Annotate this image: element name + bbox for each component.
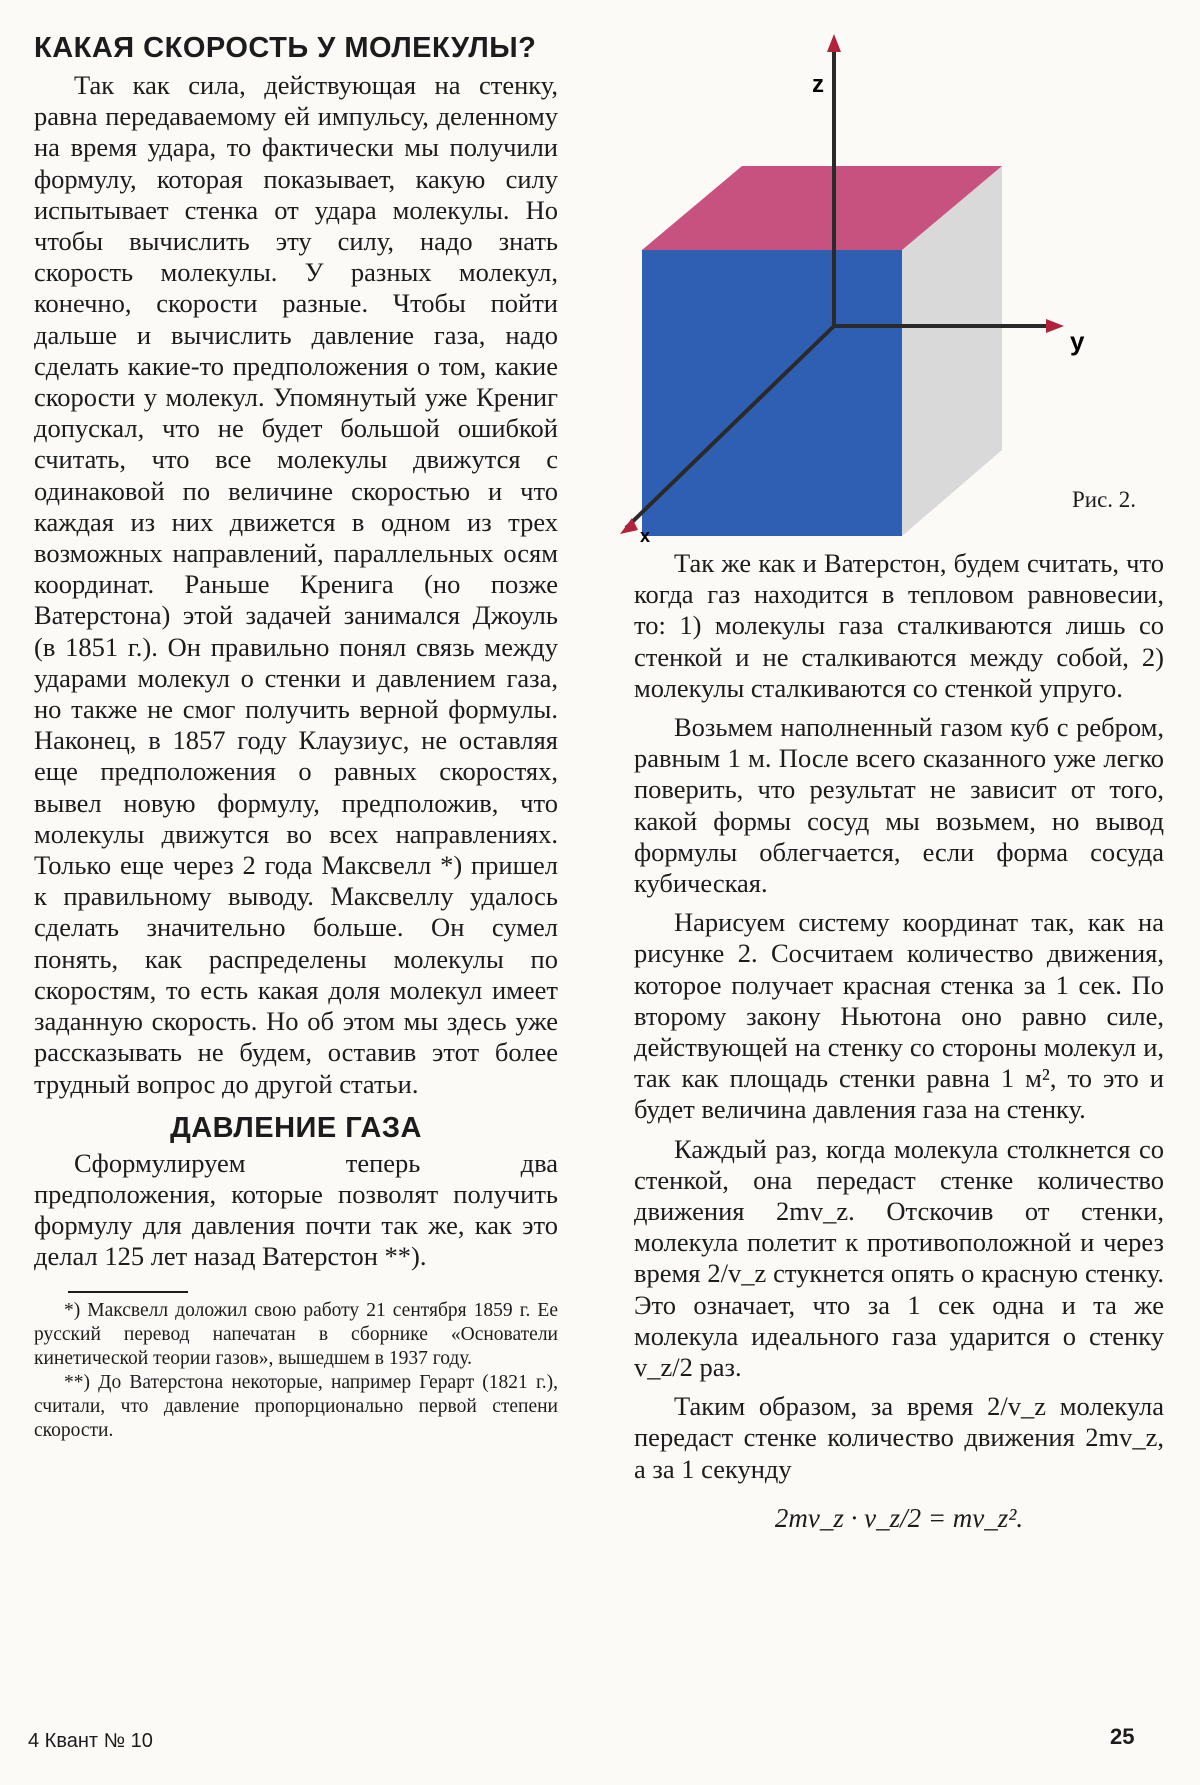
footnote-1: *) Максвелл доложил свою работу 21 сентября 1859 г. Ее русский перевод напечатан в сборнике «Основатели кинетической теории газов», вышедшем в 1937 году. bbox=[34, 1299, 558, 1369]
body-paragraph: Так же как и Ватерстон, будем считать, что когда газ находится в тепловом равновесии, то: 1) молекулы газа сталкиваются лишь со стенкой и не сталкиваются между собой, 2) молекулы сталкиваются со стенкой упруго. bbox=[634, 548, 1164, 703]
footnote-rule bbox=[68, 1291, 188, 1293]
section-heading: КАКАЯ СКОРОСТЬ У МОЛЕКУЛЫ? bbox=[34, 32, 537, 64]
left-column bbox=[34, 30, 558, 1443]
axis-y-arrow bbox=[1046, 319, 1064, 333]
axis-y-label: y bbox=[1070, 326, 1085, 356]
body-paragraph: Так как сила, действующая на стенку, равна передаваемому ей импульсу, деленному на время удара, то фактически мы получили формулу, которая показывает, какую силу испытывает стенка от удара молекулы. Но чтобы вычислить эту силу, надо знать скорость молекулы. У разных молекул, конечно, скорости разные. Чтобы пойти дальше и вычислить давление газа, надо сделать какие-то предположения о том, какие скорости у молекул. Упомянутый уже Крениг допускал, что не будет большой ошибкой считать, что все молекулы движутся с одинаковой по величине скоростью и что каждая из них движется в одном из трех возможных направлений, параллельных осям координат. Раньше Кренига (но позже Ватерстона) этой задачей занимался Джоуль (в 1851 г.). Он правильно понял связь между ударами молекул о стенки и давлением газа, но также не смог получить верной формулы. Наконец, в 1857 году Клаузиус, не оставляя еще предположения о равных скоростях, вывел новую формулу, предположив, что молекулы движутся во всех направлениях. Только еще через 2 года Максвелл *) пришел к правильному выводу. Максвеллу удалось сделать значительно больше. Он сумел понять, как распределены молекулы по скоростям, то есть какая доля молекул имеет заданную скорость. Но об этом мы здесь уже рассказывать не будем, оставив этот более трудный вопрос до другой статьи. bbox=[34, 70, 558, 1099]
cube-front-face bbox=[642, 250, 902, 536]
body-paragraph: Нарисуем систему координат так, как на рисунке 2. Сосчитаем количество движения, которое получает красная стенка за 1 сек. По второму закону Ньютона оно равно силе, действующей на стенку со стороны молекул и, так как площадь стенки равна 1 м², то это и будет величина давления газа на стенку. bbox=[634, 907, 1164, 1125]
section-subheading: ДАВЛЕНИЕ ГАЗА bbox=[170, 1111, 422, 1144]
cube-diagram bbox=[612, 30, 1172, 550]
body-paragraph: Сформулируем теперь два предположения, которые позволят получить формулу для давления почти так же, как это делал 125 лет назад Ватерстон **). bbox=[34, 1147, 558, 1272]
body-paragraph: Каждый раз, когда молекула столкнется со стенкой, она передаст стенке количество движения 2mv_z. Отскочив от стенки, молекула полетит к противоположной и через время 2/v_z стукнется опять о красную стенку. Это означает, что за 1 сек одна и та же молекула идеального газа ударится о стенку v_z/2 раз. bbox=[634, 1133, 1164, 1383]
axis-z-arrow bbox=[827, 34, 841, 52]
folio-journal: 4 Квант № 10 bbox=[28, 1730, 153, 1752]
body-paragraph: Возьмем наполненный газом куб с ребром, равным 1 м. После всего сказанного уже легко поверить, что результат не зависит от того, какой формы сосуд мы возьмем, но вывод формулы облегчается, если форма сосуда кубическая. bbox=[634, 712, 1164, 899]
page-number: 25 bbox=[1110, 1724, 1135, 1749]
right-column bbox=[634, 548, 1164, 1534]
figure-cube bbox=[612, 30, 1172, 550]
axis-x-label: x bbox=[640, 526, 651, 546]
footnote-2: **) До Ватерстона некоторые, например Герарт (1821 г.), считали, что давление пропорционально первой степени скорости. bbox=[34, 1371, 558, 1441]
axis-z-label: z bbox=[812, 71, 824, 98]
formula: 2mv_z · v_z/2 = mv_z². bbox=[774, 1502, 1024, 1533]
body-paragraph: Таким образом, за время 2/v_z молекула передаст стенке количество движения 2mv_z, а за 1 секунду bbox=[634, 1391, 1164, 1484]
figure-caption: Рис. 2. bbox=[1072, 487, 1137, 512]
